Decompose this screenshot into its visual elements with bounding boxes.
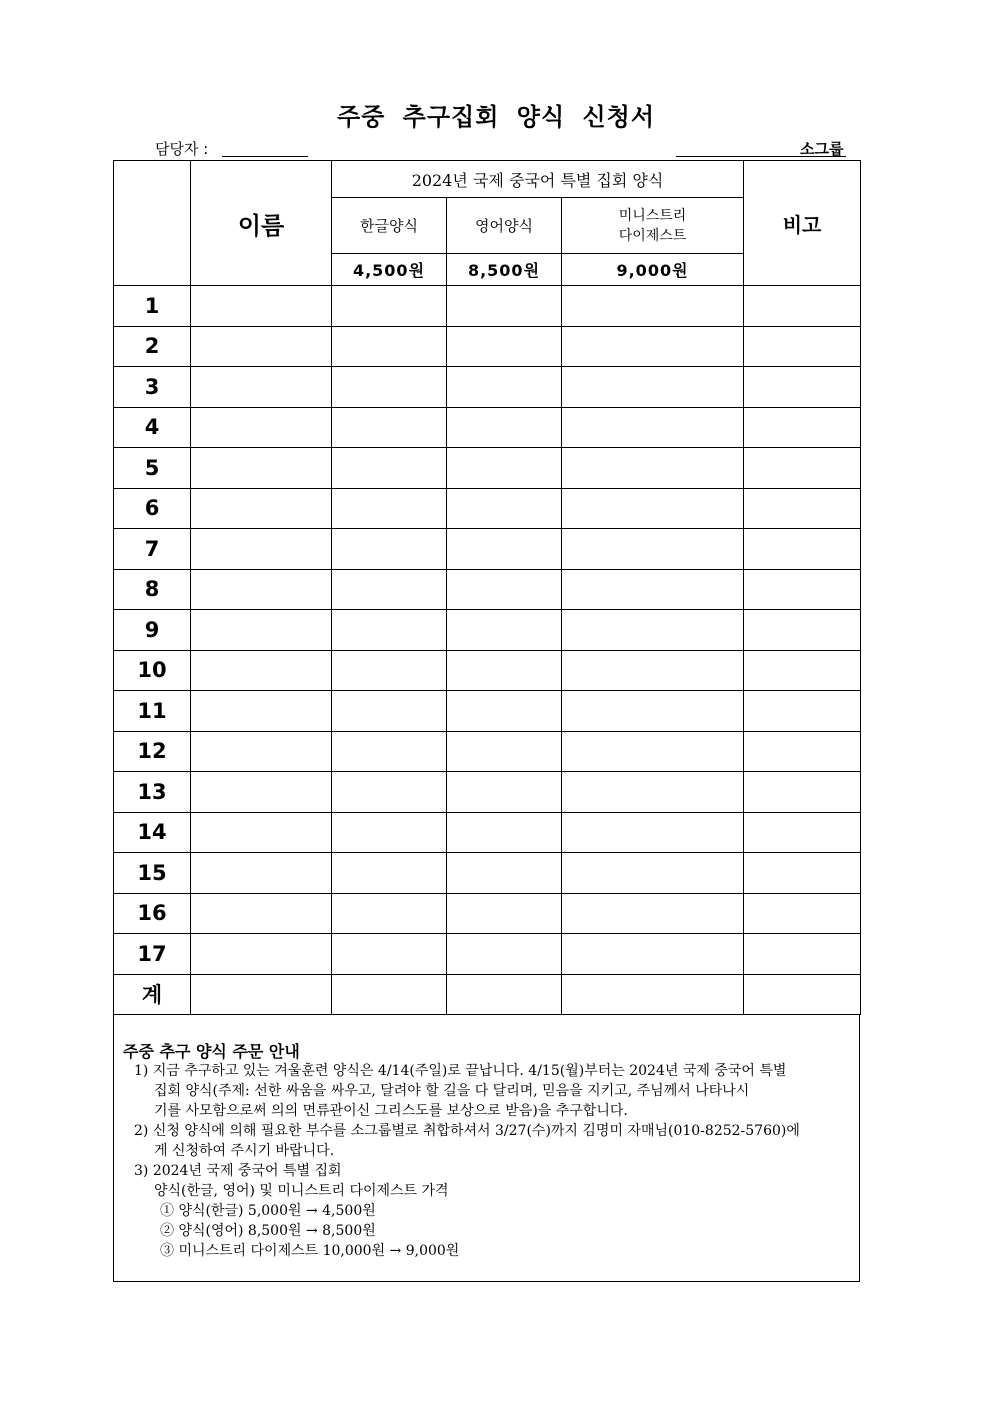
korean-qty-cell[interactable]: [332, 853, 447, 894]
digest-header: [562, 198, 744, 254]
korean-qty-cell[interactable]: [332, 610, 447, 651]
notice-item-3-line-2: 양식(한글, 영어) 및 미니스트리 다이제스트 가격: [154, 1183, 449, 1199]
row-number: 10: [114, 650, 191, 691]
order-notice: [113, 1015, 860, 1282]
digest-header-line1: 미니스트리: [618, 207, 687, 224]
row-number: 9: [114, 610, 191, 651]
table-row: [114, 610, 861, 651]
english-qty-cell[interactable]: [447, 610, 562, 651]
english-qty-cell[interactable]: [447, 488, 562, 529]
english-qty-cell[interactable]: [447, 974, 562, 1015]
note-cell[interactable]: [744, 650, 861, 691]
table-row: [114, 650, 861, 691]
digest-qty-cell[interactable]: [562, 529, 744, 570]
name-cell[interactable]: [191, 934, 332, 975]
note-cell[interactable]: [744, 367, 861, 408]
name-cell[interactable]: [191, 488, 332, 529]
english-header: 영어양식: [447, 198, 562, 254]
row-number: 6: [114, 488, 191, 529]
digest-qty-cell[interactable]: [562, 853, 744, 894]
row-number: 8: [114, 569, 191, 610]
notice-item-3-line-1: 3) 2024년 국제 중국어 특별 집회: [134, 1163, 342, 1179]
price-item-2: ② 양식(영어) 8,500원 → 8,500원: [160, 1223, 376, 1239]
korean-qty-cell[interactable]: [332, 488, 447, 529]
note-cell[interactable]: [744, 974, 861, 1015]
digest-qty-cell[interactable]: [562, 569, 744, 610]
note-cell[interactable]: [744, 691, 861, 732]
name-cell[interactable]: [191, 691, 332, 732]
note-cell[interactable]: [744, 286, 861, 327]
digest-qty-cell[interactable]: [562, 974, 744, 1015]
table-row: [114, 974, 861, 1015]
digest-qty-cell[interactable]: [562, 488, 744, 529]
price-item-1: ① 양식(한글) 5,000원 → 4,500원: [160, 1203, 376, 1219]
note-cell[interactable]: [744, 772, 861, 813]
row-number: 3: [114, 367, 191, 408]
table-row: [114, 367, 861, 408]
digest-qty-cell[interactable]: [562, 812, 744, 853]
english-qty-cell[interactable]: [447, 286, 562, 327]
row-number: 5: [114, 448, 191, 489]
name-cell[interactable]: [191, 286, 332, 327]
note-cell[interactable]: [744, 407, 861, 448]
english-qty-cell[interactable]: [447, 569, 562, 610]
korean-qty-cell[interactable]: [332, 326, 447, 367]
digest-qty-cell[interactable]: [562, 367, 744, 408]
english-qty-cell[interactable]: [447, 812, 562, 853]
notice-item-2-line-1: 2) 신청 양식에 의해 필요한 부수를 소그룹별로 취합하셔서 3/27(수)까지 김명미 자매님(010-8252-5760)에: [134, 1123, 800, 1139]
notice-item-1-line-1: 1) 지금 추구하고 있는 겨울훈련 양식은 4/14(주일)로 끝납니다. 4/15(월)부터는 2024년 국제 중국어 특별: [134, 1063, 787, 1079]
digest-qty-cell[interactable]: [562, 772, 744, 813]
korean-qty-cell[interactable]: [332, 569, 447, 610]
korean-qty-cell[interactable]: [332, 407, 447, 448]
name-cell[interactable]: [191, 974, 332, 1015]
korean-qty-cell[interactable]: [332, 448, 447, 489]
note-header: 비고: [744, 161, 861, 286]
note-cell[interactable]: [744, 934, 861, 975]
note-cell[interactable]: [744, 529, 861, 570]
name-cell[interactable]: [191, 326, 332, 367]
row-number: 11: [114, 691, 191, 732]
digest-price: 9,000원: [562, 254, 744, 286]
table-row: [114, 488, 861, 529]
corner-cell: [114, 161, 191, 286]
english-qty-cell[interactable]: [447, 367, 562, 408]
name-cell[interactable]: [191, 529, 332, 570]
notice-title: 주중 추구 양식 주문 안내: [123, 1042, 300, 1061]
digest-qty-cell[interactable]: [562, 448, 744, 489]
english-qty-cell[interactable]: [447, 691, 562, 732]
name-cell[interactable]: [191, 812, 332, 853]
english-qty-cell[interactable]: [447, 853, 562, 894]
notice-body: [134, 1061, 846, 1261]
row-number: 17: [114, 934, 191, 975]
table-row: [114, 407, 861, 448]
korean-qty-cell[interactable]: [332, 367, 447, 408]
table-row: [114, 448, 861, 489]
name-cell[interactable]: [191, 610, 332, 651]
row-number: 7: [114, 529, 191, 570]
table-row: [114, 853, 861, 894]
name-cell[interactable]: [191, 731, 332, 772]
korean-price: 4,500원: [332, 254, 447, 286]
name-cell[interactable]: [191, 893, 332, 934]
digest-qty-cell[interactable]: [562, 286, 744, 327]
korean-qty-cell[interactable]: [332, 691, 447, 732]
name-cell[interactable]: [191, 650, 332, 691]
note-cell[interactable]: [744, 893, 861, 934]
note-cell[interactable]: [744, 488, 861, 529]
english-qty-cell[interactable]: [447, 731, 562, 772]
manager-field[interactable]: [222, 156, 308, 157]
table-row: [114, 529, 861, 570]
name-cell[interactable]: [191, 367, 332, 408]
table-row: [114, 772, 861, 813]
row-number: 12: [114, 731, 191, 772]
korean-qty-cell[interactable]: [332, 974, 447, 1015]
note-cell[interactable]: [744, 610, 861, 651]
digest-qty-cell[interactable]: [562, 650, 744, 691]
name-cell[interactable]: [191, 569, 332, 610]
korean-qty-cell[interactable]: [332, 286, 447, 327]
korean-qty-cell[interactable]: [332, 529, 447, 570]
notice-item-1-line-3: 기를 사모함으로써 의의 면류관이신 그리스도를 보상으로 받음)을 추구합니다.: [154, 1103, 628, 1119]
table-row: [114, 691, 861, 732]
korean-qty-cell[interactable]: [332, 731, 447, 772]
digest-qty-cell[interactable]: [562, 326, 744, 367]
note-cell[interactable]: [744, 569, 861, 610]
manager-label: 담당자 :: [155, 140, 209, 158]
korean-qty-cell[interactable]: [332, 893, 447, 934]
note-cell[interactable]: [744, 448, 861, 489]
name-cell[interactable]: [191, 853, 332, 894]
digest-qty-cell[interactable]: [562, 691, 744, 732]
english-qty-cell[interactable]: [447, 772, 562, 813]
korean-qty-cell[interactable]: [332, 934, 447, 975]
digest-qty-cell[interactable]: [562, 407, 744, 448]
row-number: 계: [114, 974, 191, 1015]
name-cell[interactable]: [191, 407, 332, 448]
table-row: [114, 569, 861, 610]
row-number: 13: [114, 772, 191, 813]
table-row: [114, 812, 861, 853]
korean-qty-cell[interactable]: [332, 812, 447, 853]
row-number: 1: [114, 286, 191, 327]
digest-header-line2: 다이제스트: [618, 227, 687, 244]
row-number: 4: [114, 407, 191, 448]
english-price: 8,500원: [447, 254, 562, 286]
order-table: [113, 160, 861, 1015]
table-row: [114, 893, 861, 934]
order-group-header: 2024년 국제 중국어 특별 집회 양식: [332, 161, 744, 198]
note-cell[interactable]: [744, 326, 861, 367]
table-row: [114, 326, 861, 367]
row-number: 2: [114, 326, 191, 367]
note-cell[interactable]: [744, 731, 861, 772]
digest-qty-cell[interactable]: [562, 893, 744, 934]
group-label: 소그룹: [800, 140, 844, 158]
notice-item-2-line-2: 게 신청하여 주시기 바랍니다.: [154, 1143, 335, 1159]
table-row: [114, 286, 861, 327]
digest-qty-cell[interactable]: [562, 610, 744, 651]
english-qty-cell[interactable]: [447, 529, 562, 570]
english-qty-cell[interactable]: [447, 407, 562, 448]
table-row: [114, 934, 861, 975]
korean-header: 한글양식: [332, 198, 447, 254]
row-number: 14: [114, 812, 191, 853]
notice-item-1-line-2: 집회 양식(주제: 선한 싸움을 싸우고, 달려야 할 길을 다 달리며, 믿음을 지키고, 주님께서 나타나시: [154, 1083, 750, 1099]
name-cell[interactable]: [191, 448, 332, 489]
row-number: 15: [114, 853, 191, 894]
digest-qty-cell[interactable]: [562, 934, 744, 975]
korean-qty-cell[interactable]: [332, 772, 447, 813]
note-cell[interactable]: [744, 812, 861, 853]
english-qty-cell[interactable]: [447, 934, 562, 975]
digest-qty-cell[interactable]: [562, 731, 744, 772]
english-qty-cell[interactable]: [447, 326, 562, 367]
name-cell[interactable]: [191, 772, 332, 813]
table-row: [114, 731, 861, 772]
row-number: 16: [114, 893, 191, 934]
note-cell[interactable]: [744, 853, 861, 894]
korean-qty-cell[interactable]: [332, 650, 447, 691]
english-qty-cell[interactable]: [447, 893, 562, 934]
english-qty-cell[interactable]: [447, 448, 562, 489]
page-title: 주중 추구집회 양식 신청서: [336, 103, 656, 131]
price-item-3: ③ 미니스트리 다이제스트 10,000원 → 9,000원: [160, 1243, 460, 1259]
english-qty-cell[interactable]: [447, 650, 562, 691]
name-header: 이름: [191, 161, 332, 286]
